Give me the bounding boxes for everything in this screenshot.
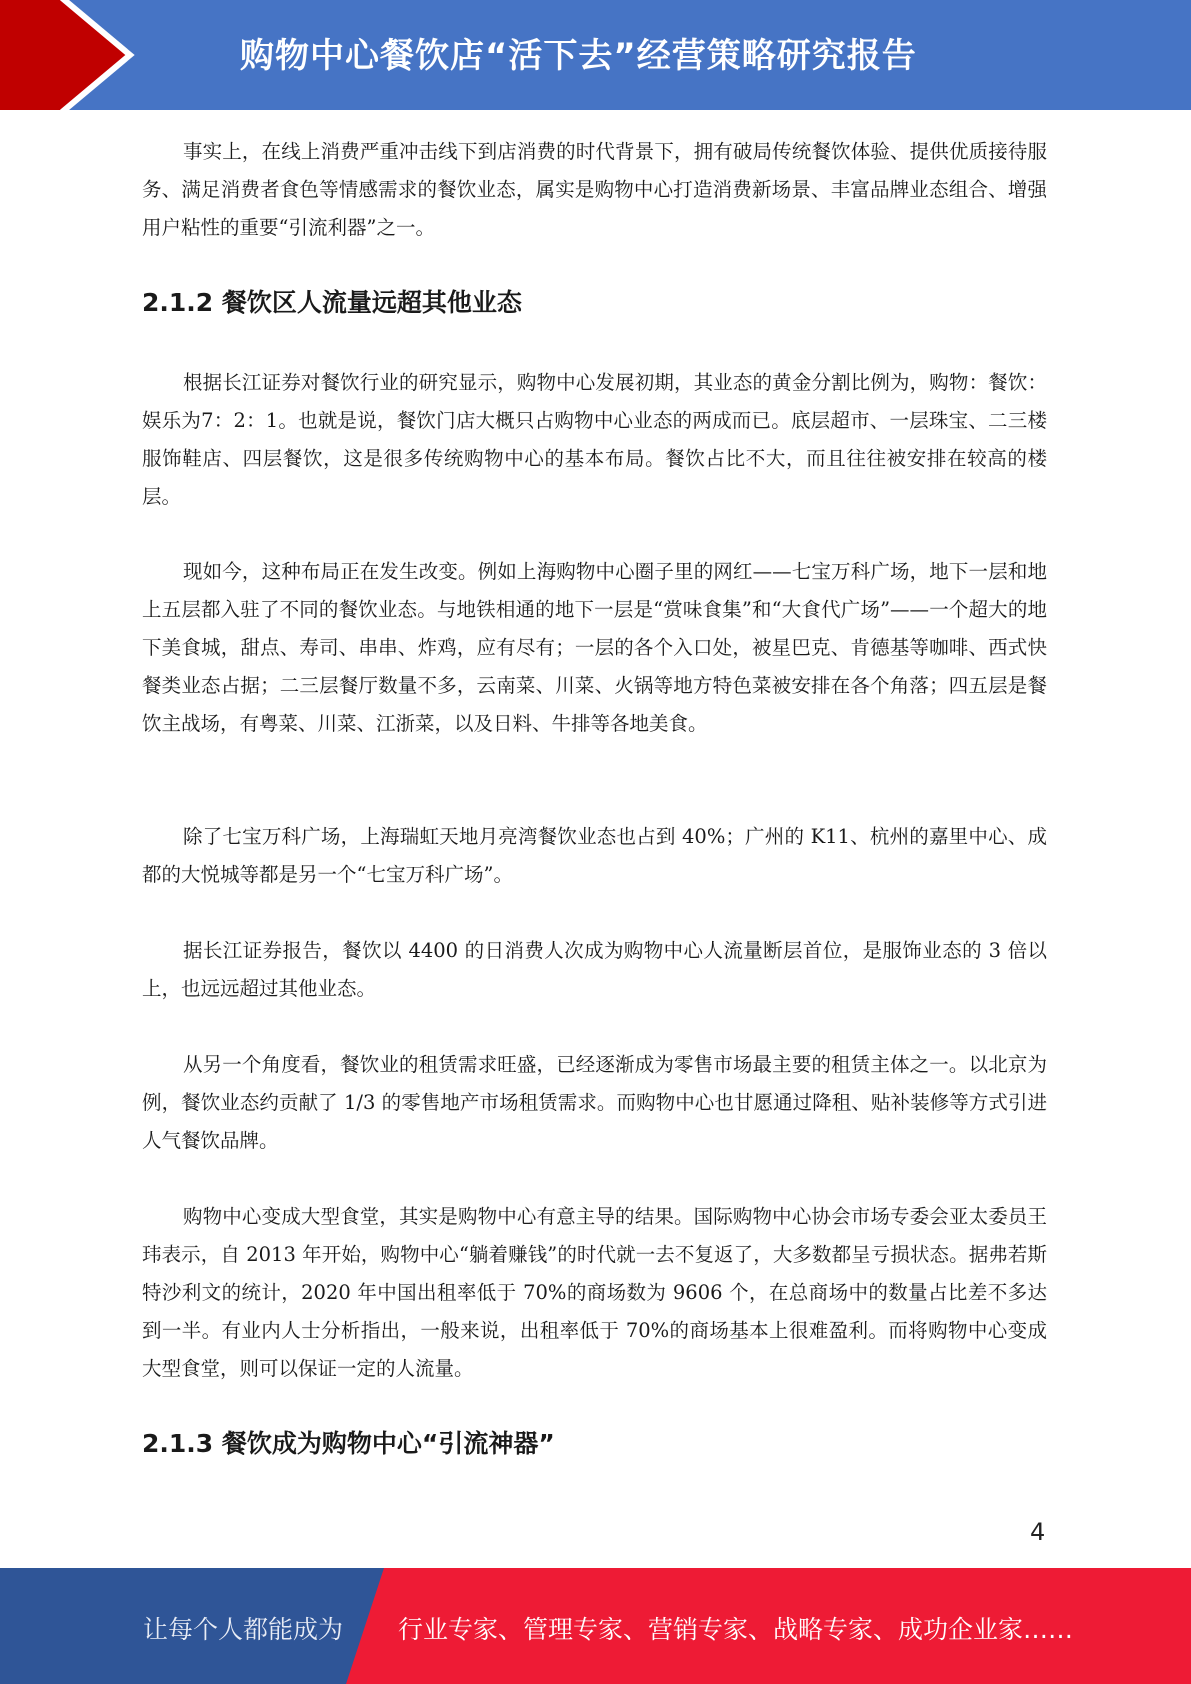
page-number: 4: [1030, 1518, 1046, 1546]
report-header-band: [0, 0, 1191, 110]
paragraph: 从另一个角度看，餐饮业的租赁需求旺盛，已经逐渐成为零售市场最主要的租赁主体之一。以北京为例，餐饮业态约贡献了 1/3 的零售地产市场租赁需求。而购物中心也甘愿通过降租、贴补装修等方式引进人气餐饮品牌。: [142, 1053, 1047, 1152]
report-title: 购物中心餐饮店“活下去”经营策略研究报告: [240, 36, 917, 76]
footer-slogan-left: 让每个人都能成为: [143, 1615, 344, 1644]
paragraph: 购物中心变成大型食堂，其实是购物中心有意主导的结果。国际购物中心协会市场专委会亚太委员王玮表示，自 2013 年开始，购物中心“躺着赚钱”的时代就一去不复返了，大多数都呈亏损状态。据弗若斯特沙利文的统计，2020 年中国出租率低于 70%的商场数为 9606 个，在总商场中的数量占比差不多达到一半。有业内人士分析指出，一般来说，出租率低于 70%的商场基本上很难盈利。而将购物中心变成大型食堂，则可以保证一定的人流量。: [142, 1205, 1047, 1380]
paragraph: 除了七宝万科广场，上海瑞虹天地月亮湾餐饮业态也占到 40%；广州的 K11、杭州的嘉里中心、成都的大悦城等都是另一个“七宝万科广场”。: [142, 825, 1047, 886]
section-heading-2-1-3: 2.1.3 餐饮成为购物中心“引流神器”: [142, 1429, 555, 1458]
paragraph: 现如今，这种布局正在发生改变。例如上海购物中心圈子里的网红——七宝万科广场，地下一层和地上五层都入驻了不同的餐饮业态。与地铁相通的地下一层是“赏味食集”和“大食代广场”——一个超大的地下美食城，甜点、寿司、串串、炸鸡，应有尽有；一层的各个入口处，被星巴克、肯德基等咖啡、西式快餐类业态占据；二三层餐厅数量不多，云南菜、川菜、火锅等地方特色菜被安排在各个角落；四五层是餐饮主战场，有粤菜、川菜、江浙菜，以及日料、牛排等各地美食。: [142, 560, 1047, 735]
section-heading-2-1-2: 2.1.2 餐饮区人流量远超其他业态: [142, 288, 522, 317]
paragraph: 根据长江证券对餐饮行业的研究显示，购物中心发展初期，其业态的黄金分割比例为，购物：餐饮：娱乐为7：2：1。也就是说，餐饮门店大概只占购物中心业态的两成而已。底层超市、一层珠宝、二三楼服饰鞋店、四层餐饮，这是很多传统购物中心的基本布局。餐饮占比不大，而且往往被安排在较高的楼层。: [142, 371, 1047, 508]
red-chevron-decoration: [0, 0, 150, 110]
footer-banner: [0, 1568, 1191, 1684]
footer-slogan-right: 行业专家、管理专家、营销专家、战略专家、成功企业家……: [398, 1615, 1074, 1644]
paragraph-intro: 事实上，在线上消费严重冲击线下到店消费的时代背景下，拥有破局传统餐饮体验、提供优质接待服务、满足消费者食色等情感需求的餐饮业态，属实是购物中心打造消费新场景、丰富品牌业态组合、增强用户粘性的重要“引流利器”之一。: [142, 140, 1047, 239]
paragraph: 据长江证券报告，餐饮以 4400 的日消费人次成为购物中心人流量断层首位，是服饰业态的 3 倍以上，也远远超过其他业态。: [142, 939, 1047, 1000]
